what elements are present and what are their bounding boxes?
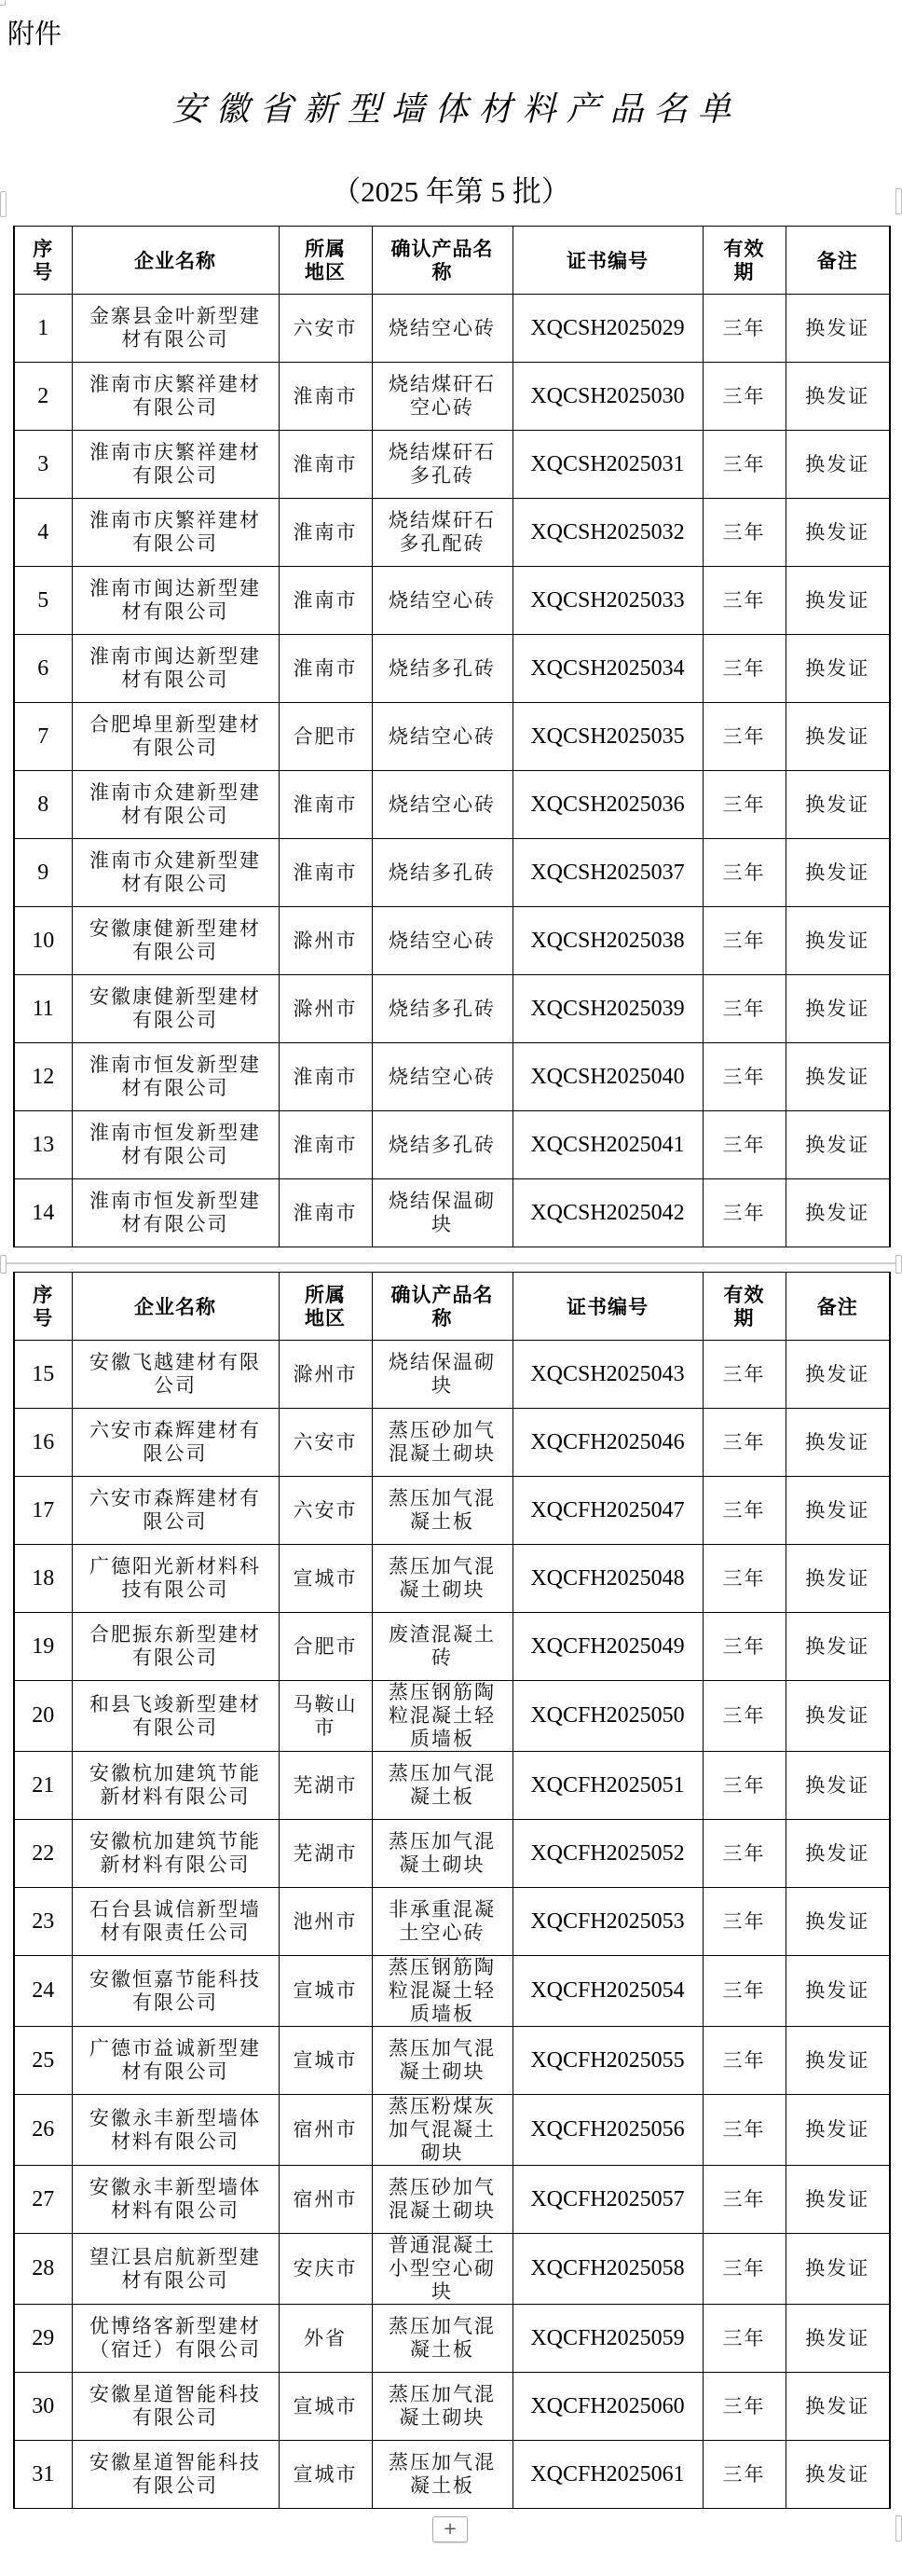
table-row xyxy=(14,1956,890,2027)
table-row xyxy=(14,2095,890,2166)
cell-certificate: XQCFH2025046 xyxy=(512,1409,703,1477)
cell-no: 16 xyxy=(14,1409,72,1477)
table-row xyxy=(14,2441,890,2509)
cell-region: 芜湖市 xyxy=(279,1752,372,1820)
cell-no: 25 xyxy=(14,2027,72,2095)
cell-certificate: XQCSH2025036 xyxy=(512,771,703,839)
cell-company: 广德阳光新材料科技有限公司 xyxy=(72,1545,279,1613)
cell-product: 烧结空心砖 xyxy=(372,1043,512,1111)
cell-remark: 换发证 xyxy=(786,295,890,363)
cell-no: 11 xyxy=(14,975,72,1043)
right-page-handle-bottom xyxy=(895,2515,902,2542)
cell-region: 外省 xyxy=(279,2305,372,2373)
cell-remark: 换发证 xyxy=(786,1956,890,2027)
cell-no: 31 xyxy=(14,2441,72,2509)
cell-company: 淮南市闽达新型建材有限公司 xyxy=(72,635,279,703)
cell-region: 淮南市 xyxy=(279,499,372,567)
cell-remark: 换发证 xyxy=(786,567,890,635)
header-no: 序号 xyxy=(14,227,72,295)
cell-validity: 三年 xyxy=(703,1111,786,1179)
cell-remark: 换发证 xyxy=(786,1613,890,1681)
cell-company: 安徽康健新型建材有限公司 xyxy=(72,975,279,1043)
cell-product: 蒸压粉煤灰加气混凝土砌块 xyxy=(372,2095,512,2166)
header-no: 序号 xyxy=(14,1273,72,1341)
cell-company: 合肥振东新型建材有限公司 xyxy=(72,1613,279,1681)
cell-company: 淮南市闽达新型建材有限公司 xyxy=(72,567,279,635)
cell-no: 3 xyxy=(14,431,72,499)
header-validity: 有效期 xyxy=(703,1273,786,1341)
plus-icon: + xyxy=(443,2519,458,2539)
cell-validity: 三年 xyxy=(703,2095,786,2166)
cell-certificate: XQCFH2025048 xyxy=(512,1545,703,1613)
cell-no: 15 xyxy=(14,1341,72,1409)
table-row xyxy=(14,1179,890,1247)
cell-company: 淮南市众建新型建材有限公司 xyxy=(72,839,279,907)
cell-validity: 三年 xyxy=(703,1341,786,1409)
cell-region: 宿州市 xyxy=(279,2095,372,2166)
cell-product: 烧结空心砖 xyxy=(372,703,512,771)
cell-certificate: XQCFH2025051 xyxy=(512,1752,703,1820)
cell-remark: 换发证 xyxy=(786,1545,890,1613)
cell-no: 6 xyxy=(14,635,72,703)
cell-no: 1 xyxy=(14,295,72,363)
cell-certificate: XQCFH2025056 xyxy=(512,2095,703,2166)
cell-company: 安徽星道智能科技有限公司 xyxy=(72,2373,279,2441)
cell-certificate: XQCFH2025053 xyxy=(512,1888,703,1956)
cell-region: 淮南市 xyxy=(279,771,372,839)
table-row xyxy=(14,839,890,907)
cell-remark: 换发证 xyxy=(786,1111,890,1179)
cell-region: 合肥市 xyxy=(279,703,372,771)
cell-company: 安徽杭加建筑节能新材料有限公司 xyxy=(72,1752,279,1820)
cell-certificate: XQCSH2025038 xyxy=(512,907,703,975)
cell-region: 宿州市 xyxy=(279,2166,372,2234)
cell-certificate: XQCSH2025039 xyxy=(512,975,703,1043)
cell-region: 芜湖市 xyxy=(279,1820,372,1888)
header-certificate: 证书编号 xyxy=(512,227,703,295)
table-row xyxy=(14,2373,890,2441)
cell-remark: 换发证 xyxy=(786,1341,890,1409)
cell-product: 蒸压加气混凝土板 xyxy=(372,1752,512,1820)
cell-validity: 三年 xyxy=(703,975,786,1043)
table-row xyxy=(14,1613,890,1681)
left-page-break-handle xyxy=(0,1255,7,1274)
cell-region: 六安市 xyxy=(279,1477,372,1545)
cell-validity: 三年 xyxy=(703,1752,786,1820)
cell-validity: 三年 xyxy=(703,2305,786,2373)
cell-company: 广德市益诚新型建材有限公司 xyxy=(72,2027,279,2095)
cell-region: 淮南市 xyxy=(279,363,372,431)
cell-company: 石台县诚信新型墙材有限责任公司 xyxy=(72,1888,279,1956)
cell-remark: 换发证 xyxy=(786,499,890,567)
table-row xyxy=(14,703,890,771)
cell-product: 蒸压钢筋陶粒混凝土轻质墙板 xyxy=(372,1956,512,2027)
cell-no: 18 xyxy=(14,1545,72,1613)
header-region: 所属地区 xyxy=(279,227,372,295)
cell-remark: 换发证 xyxy=(786,839,890,907)
cell-remark: 换发证 xyxy=(786,431,890,499)
table-row xyxy=(14,2166,890,2234)
cell-remark: 换发证 xyxy=(786,771,890,839)
cell-company: 合肥埠里新型建材有限公司 xyxy=(72,703,279,771)
cell-product: 烧结保温砌块 xyxy=(372,1341,512,1409)
table-row xyxy=(14,2305,890,2373)
cell-validity: 三年 xyxy=(703,1043,786,1111)
page-break-divider xyxy=(0,1262,902,1264)
table-row xyxy=(14,499,890,567)
cell-region: 安庆市 xyxy=(279,2234,372,2305)
cell-company: 望江县启航新型建材有限公司 xyxy=(72,2234,279,2305)
cell-product: 非承重混凝土空心砖 xyxy=(372,1888,512,1956)
cell-validity: 三年 xyxy=(703,2166,786,2234)
cell-remark: 换发证 xyxy=(786,1681,890,1752)
cell-region: 淮南市 xyxy=(279,1111,372,1179)
cell-certificate: XQCSH2025030 xyxy=(512,363,703,431)
cell-no: 24 xyxy=(14,1956,72,2027)
table-row xyxy=(14,1111,890,1179)
cell-company: 安徽康健新型建材有限公司 xyxy=(72,907,279,975)
cell-validity: 三年 xyxy=(703,2234,786,2305)
document-subtitle: （2025 年第 5 批） xyxy=(332,175,570,208)
cell-company: 淮南市庆繁祥建材有限公司 xyxy=(72,431,279,499)
cell-company: 安徽恒嘉节能科技有限公司 xyxy=(72,1956,279,2027)
table-row xyxy=(14,2234,890,2305)
cell-certificate: XQCFH2025049 xyxy=(512,1613,703,1681)
cell-certificate: XQCSH2025037 xyxy=(512,839,703,907)
table-row xyxy=(14,1477,890,1545)
cell-certificate: XQCSH2025042 xyxy=(512,1179,703,1247)
cell-no: 2 xyxy=(14,363,72,431)
cell-company: 安徽杭加建筑节能新材料有限公司 xyxy=(72,1820,279,1888)
cell-region: 滁州市 xyxy=(279,975,372,1043)
cell-region: 宣城市 xyxy=(279,1545,372,1613)
add-row-button[interactable] xyxy=(432,2516,468,2542)
cell-product: 烧结煤矸石空心砖 xyxy=(372,363,512,431)
product-list-table-page-2 xyxy=(13,1272,891,2509)
cell-no: 22 xyxy=(14,1820,72,1888)
cell-validity: 三年 xyxy=(703,2441,786,2509)
cell-product: 烧结空心砖 xyxy=(372,567,512,635)
cell-product: 蒸压加气混凝土砌块 xyxy=(372,2373,512,2441)
cell-region: 马鞍山市 xyxy=(279,1681,372,1752)
cell-validity: 三年 xyxy=(703,2373,786,2441)
cell-certificate: XQCFH2025058 xyxy=(512,2234,703,2305)
cell-region: 淮南市 xyxy=(279,431,372,499)
header-product: 确认产品名称 xyxy=(372,1273,512,1341)
cell-product: 烧结保温砌块 xyxy=(372,1179,512,1247)
cell-region: 淮南市 xyxy=(279,839,372,907)
table-row xyxy=(14,295,890,363)
cell-validity: 三年 xyxy=(703,1179,786,1247)
cell-company: 安徽永丰新型墙体材料有限公司 xyxy=(72,2095,279,2166)
cell-remark: 换发证 xyxy=(786,907,890,975)
cell-validity: 三年 xyxy=(703,2027,786,2095)
cell-company: 金寨县金叶新型建材有限公司 xyxy=(72,295,279,363)
cell-validity: 三年 xyxy=(703,499,786,567)
header-region: 所属地区 xyxy=(279,1273,372,1341)
cell-product: 烧结空心砖 xyxy=(372,771,512,839)
cell-remark: 换发证 xyxy=(786,2373,890,2441)
cell-remark: 换发证 xyxy=(786,2305,890,2373)
cell-certificate: XQCSH2025031 xyxy=(512,431,703,499)
cell-product: 蒸压钢筋陶粒混凝土轻质墙板 xyxy=(372,1681,512,1752)
cell-company: 淮南市恒发新型建材有限公司 xyxy=(72,1111,279,1179)
cell-no: 17 xyxy=(14,1477,72,1545)
cell-product: 烧结煤矸石多孔砖 xyxy=(372,431,512,499)
cell-company: 淮南市庆繁祥建材有限公司 xyxy=(72,363,279,431)
cell-validity: 三年 xyxy=(703,1613,786,1681)
header-product: 确认产品名称 xyxy=(372,227,512,295)
table-row xyxy=(14,975,890,1043)
attachment-label: 附件 xyxy=(7,18,62,49)
table-header-row xyxy=(14,227,890,295)
cell-region: 滁州市 xyxy=(279,1341,372,1409)
cell-product: 烧结多孔砖 xyxy=(372,975,512,1043)
cell-product: 烧结空心砖 xyxy=(372,295,512,363)
table-row xyxy=(14,1043,890,1111)
cell-no: 26 xyxy=(14,2095,72,2166)
cell-region: 淮南市 xyxy=(279,635,372,703)
cell-remark: 换发证 xyxy=(786,1477,890,1545)
cell-no: 30 xyxy=(14,2373,72,2441)
cell-certificate: XQCFH2025055 xyxy=(512,2027,703,2095)
cell-company: 淮南市众建新型建材有限公司 xyxy=(72,771,279,839)
cell-certificate: XQCFH2025054 xyxy=(512,1956,703,2027)
cell-remark: 换发证 xyxy=(786,2234,890,2305)
cell-no: 10 xyxy=(14,907,72,975)
header-company: 企业名称 xyxy=(72,227,279,295)
cell-region: 宣城市 xyxy=(279,2373,372,2441)
cell-remark: 换发证 xyxy=(786,2027,890,2095)
cell-product: 蒸压砂加气混凝土砌块 xyxy=(372,1409,512,1477)
cell-company: 淮南市恒发新型建材有限公司 xyxy=(72,1043,279,1111)
header-company: 企业名称 xyxy=(72,1273,279,1341)
cell-remark: 换发证 xyxy=(786,703,890,771)
cell-certificate: XQCSH2025035 xyxy=(512,703,703,771)
cell-remark: 换发证 xyxy=(786,1888,890,1956)
cell-product: 废渣混凝土砖 xyxy=(372,1613,512,1681)
table-row xyxy=(14,1681,890,1752)
cell-certificate: XQCFH2025060 xyxy=(512,2373,703,2441)
cell-company: 和县飞竣新型建材有限公司 xyxy=(72,1681,279,1752)
table-row xyxy=(14,567,890,635)
cell-validity: 三年 xyxy=(703,1956,786,2027)
cell-remark: 换发证 xyxy=(786,975,890,1043)
header-certificate: 证书编号 xyxy=(512,1273,703,1341)
cell-region: 六安市 xyxy=(279,295,372,363)
cell-region: 淮南市 xyxy=(279,567,372,635)
cell-remark: 换发证 xyxy=(786,2166,890,2234)
cell-product: 蒸压加气混凝土砌块 xyxy=(372,1545,512,1613)
cell-validity: 三年 xyxy=(703,771,786,839)
cell-certificate: XQCFH2025047 xyxy=(512,1477,703,1545)
cell-validity: 三年 xyxy=(703,1409,786,1477)
cell-product: 蒸压加气混凝土板 xyxy=(372,1477,512,1545)
table-row xyxy=(14,1545,890,1613)
cell-remark: 换发证 xyxy=(786,2441,890,2509)
cell-product: 蒸压加气混凝土砌块 xyxy=(372,1820,512,1888)
cell-remark: 换发证 xyxy=(786,1043,890,1111)
cell-company: 六安市森辉建材有限公司 xyxy=(72,1409,279,1477)
cell-company: 六安市森辉建材有限公司 xyxy=(72,1477,279,1545)
cell-certificate: XQCFH2025052 xyxy=(512,1820,703,1888)
cell-no: 5 xyxy=(14,567,72,635)
cell-product: 普通混凝土小型空心砌块 xyxy=(372,2234,512,2305)
cell-company: 安徽永丰新型墙体材料有限公司 xyxy=(72,2166,279,2234)
table-row xyxy=(14,1888,890,1956)
cell-no: 23 xyxy=(14,1888,72,1956)
header-remark: 备注 xyxy=(786,227,890,295)
table-row xyxy=(14,431,890,499)
cell-remark: 换发证 xyxy=(786,363,890,431)
product-list-table-page-1 xyxy=(13,226,891,1247)
cell-no: 9 xyxy=(14,839,72,907)
table-row xyxy=(14,907,890,975)
cell-validity: 三年 xyxy=(703,635,786,703)
cell-validity: 三年 xyxy=(703,1681,786,1752)
cell-region: 宣城市 xyxy=(279,2441,372,2509)
cell-region: 淮南市 xyxy=(279,1043,372,1111)
table-body-page-2 xyxy=(14,1341,890,2509)
cell-no: 12 xyxy=(14,1043,72,1111)
cell-certificate: XQCFH2025059 xyxy=(512,2305,703,2373)
cell-remark: 换发证 xyxy=(786,1409,890,1477)
cell-remark: 换发证 xyxy=(786,635,890,703)
cell-certificate: XQCSH2025041 xyxy=(512,1111,703,1179)
cell-remark: 换发证 xyxy=(786,1820,890,1888)
header-remark: 备注 xyxy=(786,1273,890,1341)
table-row xyxy=(14,363,890,431)
cell-validity: 三年 xyxy=(703,431,786,499)
cell-company: 安徽星道智能科技有限公司 xyxy=(72,2441,279,2509)
cell-product: 烧结多孔砖 xyxy=(372,1111,512,1179)
cell-no: 27 xyxy=(14,2166,72,2234)
cell-no: 4 xyxy=(14,499,72,567)
table-body-page-1 xyxy=(14,295,890,1247)
table-row xyxy=(14,2027,890,2095)
cell-certificate: XQCSH2025032 xyxy=(512,499,703,567)
cell-company: 淮南市恒发新型建材有限公司 xyxy=(72,1179,279,1247)
cell-certificate: XQCFH2025057 xyxy=(512,2166,703,2234)
cell-region: 池州市 xyxy=(279,1888,372,1956)
cell-company: 安徽飞越建材有限公司 xyxy=(72,1341,279,1409)
cell-certificate: XQCFH2025061 xyxy=(512,2441,703,2509)
cell-validity: 三年 xyxy=(703,907,786,975)
cell-no: 7 xyxy=(14,703,72,771)
header-validity: 有效期 xyxy=(703,227,786,295)
cell-no: 28 xyxy=(14,2234,72,2305)
cell-no: 13 xyxy=(14,1111,72,1179)
cell-remark: 换发证 xyxy=(786,1179,890,1247)
cell-no: 14 xyxy=(14,1179,72,1247)
cell-validity: 三年 xyxy=(703,1820,786,1888)
table-row xyxy=(14,1341,890,1409)
cell-region: 滁州市 xyxy=(279,907,372,975)
cell-remark: 换发证 xyxy=(786,2095,890,2166)
cell-product: 蒸压加气混凝土砌块 xyxy=(372,2027,512,2095)
cell-validity: 三年 xyxy=(703,1888,786,1956)
cell-no: 8 xyxy=(14,771,72,839)
table-row xyxy=(14,635,890,703)
cell-no: 19 xyxy=(14,1613,72,1681)
page-corner-marker xyxy=(0,0,6,6)
cell-no: 21 xyxy=(14,1752,72,1820)
right-page-break-handle xyxy=(895,1255,902,1274)
cell-product: 烧结煤矸石多孔配砖 xyxy=(372,499,512,567)
document-title: 安徽省新型墙体材料产品名单 xyxy=(171,90,742,129)
cell-certificate: XQCSH2025043 xyxy=(512,1341,703,1409)
cell-certificate: XQCSH2025034 xyxy=(512,635,703,703)
cell-no: 20 xyxy=(14,1681,72,1752)
cell-region: 合肥市 xyxy=(279,1613,372,1681)
cell-validity: 三年 xyxy=(703,1477,786,1545)
cell-certificate: XQCFH2025050 xyxy=(512,1681,703,1752)
cell-product: 蒸压加气混凝土板 xyxy=(372,2305,512,2373)
cell-region: 宣城市 xyxy=(279,1956,372,2027)
table-row xyxy=(14,1752,890,1820)
cell-certificate: XQCSH2025029 xyxy=(512,295,703,363)
cell-remark: 换发证 xyxy=(786,1752,890,1820)
cell-product: 烧结空心砖 xyxy=(372,907,512,975)
cell-validity: 三年 xyxy=(703,363,786,431)
table-row xyxy=(14,1820,890,1888)
cell-no: 29 xyxy=(14,2305,72,2373)
cell-company: 淮南市庆繁祥建材有限公司 xyxy=(72,499,279,567)
cell-product: 蒸压加气混凝土板 xyxy=(372,2441,512,2509)
cell-validity: 三年 xyxy=(703,295,786,363)
cell-validity: 三年 xyxy=(703,1545,786,1613)
table-row xyxy=(14,1409,890,1477)
cell-certificate: XQCSH2025040 xyxy=(512,1043,703,1111)
cell-product: 蒸压砂加气混凝土砌块 xyxy=(372,2166,512,2234)
cell-certificate: XQCSH2025033 xyxy=(512,567,703,635)
cell-region: 淮南市 xyxy=(279,1179,372,1247)
cell-product: 烧结多孔砖 xyxy=(372,839,512,907)
cell-region: 宣城市 xyxy=(279,2027,372,2095)
cell-region: 六安市 xyxy=(279,1409,372,1477)
cell-validity: 三年 xyxy=(703,839,786,907)
cell-validity: 三年 xyxy=(703,567,786,635)
table-row xyxy=(14,771,890,839)
cell-validity: 三年 xyxy=(703,703,786,771)
table-header-row xyxy=(14,1273,890,1341)
cell-product: 烧结多孔砖 xyxy=(372,635,512,703)
cell-company: 优博络客新型建材（宿迁）有限公司 xyxy=(72,2305,279,2373)
